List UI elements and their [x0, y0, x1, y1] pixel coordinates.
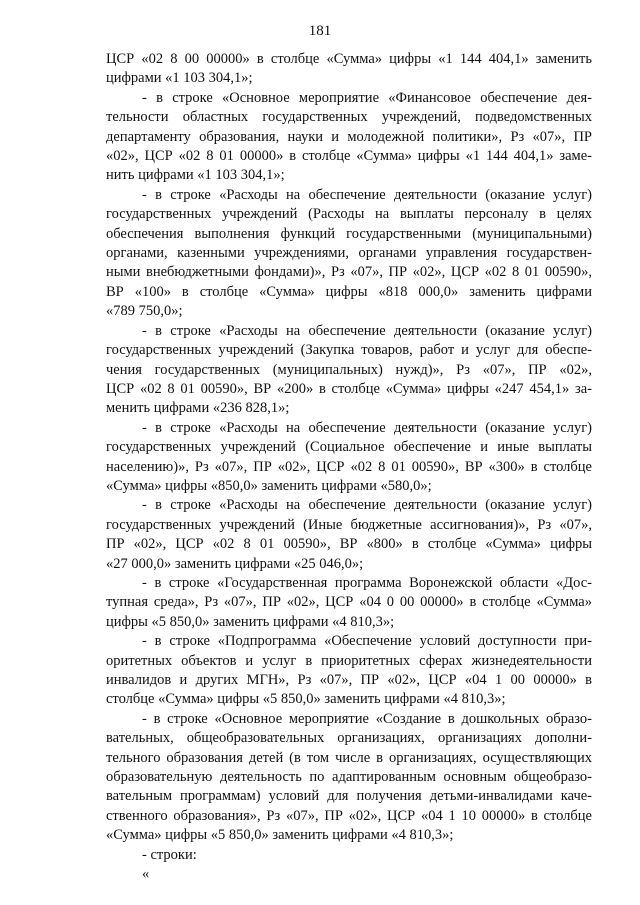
text-line: «789 750,0»; — [106, 303, 183, 320]
paragraph — [106, 846, 592, 865]
text-line: - в строке «Расходы на обеспечение деятельности (оказание услуг) — [142, 186, 592, 203]
paragraph — [106, 710, 592, 846]
text-line: - в строке «Основное мероприятие «Финансовое обеспечение дея- — [142, 89, 592, 106]
text-line: обеспечения выполнения функций государственными (муниципальными) — [106, 225, 592, 242]
paragraph — [106, 89, 592, 186]
text-line: «Сумма» цифры «850,0» заменить цифрами «580,0»; — [106, 477, 432, 494]
text-line: - в строке «Расходы на обеспечение деятельности (оказание услуг) — [142, 497, 592, 514]
text-line: оритетных объектов и услуг в приоритетных сферах жизнедеятельности — [106, 652, 592, 669]
text-line: «Сумма» цифры «5 850,0» заменить цифрами «4 810,3»; — [106, 827, 454, 844]
text-line: ными внебюджетными фондами)», Рз «07», ПР «02», ЦСР «02 8 01 00590», — [106, 264, 592, 281]
text-line: ственного образования», Рз «07», ПР «02», ЦСР «04 1 10 00000» в столбце — [106, 807, 592, 824]
text-line: нить цифрами «1 103 304,1»; — [106, 167, 285, 184]
paragraph — [106, 574, 592, 632]
text-line: чения государственных (муниципальных) нужд)», Рз «07», ПР «02», — [106, 361, 592, 378]
text-line: департаменту образования, науки и молодежной политики», Рз «07», ПР — [106, 128, 592, 145]
paragraph — [106, 632, 592, 710]
text-line: государственных учреждений (Иные бюджетные ассигнования)», Рз «07», — [106, 516, 592, 533]
text-line: вательных, общеобразовательных организациях, организациях дополни- — [106, 730, 592, 747]
text-line: ЦСР «02 8 00 00000» в столбце «Сумма» цифры «1 144 404,1» заменить — [106, 51, 592, 67]
paragraph — [106, 50, 592, 89]
text-line: вательным программам) условий для получения детьми-инвалидами каче- — [106, 788, 592, 805]
text-line: тельности областных государственных учреждений, подведомственных — [106, 109, 592, 126]
page-number: 181 — [308, 23, 332, 39]
text-line: цифры «5 850,0» заменить цифрами «4 810,3»; — [106, 613, 395, 630]
paragraph — [106, 419, 592, 497]
text-line: - в строке «Государственная программа Воронежской области «Дос- — [142, 574, 592, 591]
text-line: «02», ЦСР «02 8 01 00000» в столбце «Сумма» цифры «1 144 404,1» заме- — [106, 148, 592, 165]
text-line: ПР «02», ЦСР «02 8 01 00590», ВР «800» в столбце «Сумма» цифры — [106, 536, 592, 553]
text-line: ЦСР «02 8 01 00590», ВР «200» в столбце «Сумма» цифры «247 454,1» за- — [106, 380, 592, 397]
paragraph — [106, 865, 592, 884]
text-line: столбце «Сумма» цифры «5 850,0» заменить цифрами «4 810,3»; — [106, 691, 506, 708]
text-line: тельного образования детей (в том числе в организациях, осуществляющих — [106, 749, 592, 766]
text-line: - в строке «Расходы на обеспечение деятельности (оказание услуг) — [142, 419, 592, 436]
text-line: инвалидов и других МГН», Рз «07», ПР «02», ЦСР «04 1 00 00000» в — [106, 672, 592, 688]
text-line: государственных учреждений (Социальное обеспечение и иные выплаты — [106, 439, 592, 456]
text-line: - в строке «Основное мероприятие «Создание в дошкольных образо- — [142, 710, 592, 727]
text-line: государственных учреждений (Расходы на выплаты персоналу в целях — [106, 206, 592, 223]
text-line: государственных учреждений (Закупка товаров, работ и услуг для обеспе- — [106, 342, 592, 359]
text-line: органами, казенными учреждениями, органами управления государствен- — [106, 245, 592, 262]
paragraph — [106, 496, 592, 574]
paragraph — [106, 322, 592, 419]
text-line: «27 000,0» заменить цифрами «25 046,0»; — [106, 555, 364, 572]
document-body — [106, 50, 592, 884]
text-line: ВР «100» в столбце «Сумма» цифры «818 000,0» заменить цифрами — [106, 283, 592, 300]
text-line: тупная среда», Рз «07», ПР «02», ЦСР «04 0 00 00000» в столбце «Сумма» — [106, 594, 592, 611]
paragraph — [106, 186, 592, 322]
text-line: - строки: — [142, 846, 197, 863]
text-line: - в строке «Подпрограмма «Обеспечение условий доступности при- — [142, 633, 592, 650]
text-line: образовательную деятельность по адаптированным основным общеобразо- — [106, 769, 592, 786]
text-line: населению)», Рз «07», ПР «02», ЦСР «02 8 01 00590», ВР «300» в столбце — [106, 458, 592, 475]
text-line: цифрами «1 103 304,1»; — [106, 70, 253, 87]
text-line: менить цифрами «236 828,1»; — [106, 400, 290, 417]
text-line: « — [142, 866, 150, 883]
text-line: - в строке «Расходы на обеспечение деятельности (оказание услуг) — [142, 322, 592, 339]
